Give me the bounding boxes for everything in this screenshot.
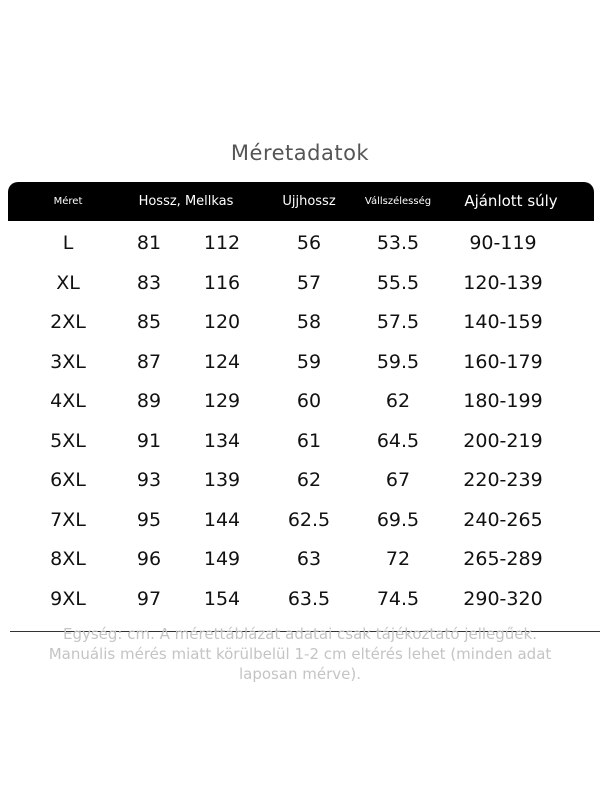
table-row (0, 422, 600, 462)
cell-sleeve: 63.5 (287, 587, 331, 610)
cell-length: 89 (136, 390, 162, 412)
table-row (0, 303, 600, 343)
cell-size: 3XL (50, 350, 86, 373)
cell-shoulder: 62 (385, 390, 411, 412)
cell-size: 4XL (50, 390, 86, 412)
header-shoulder: Vállszélesség (364, 196, 432, 207)
cell-size: 6XL (50, 469, 86, 491)
cell-shoulder: 59.5 (376, 350, 420, 373)
table-row (0, 580, 600, 620)
cell-size: 9XL (50, 587, 86, 610)
cell-shoulder: 55.5 (376, 271, 420, 294)
cell-length: 83 (136, 271, 162, 294)
cell-weight: 160-179 (463, 350, 543, 373)
table-row (0, 540, 600, 580)
cell-weight: 240-265 (463, 508, 543, 531)
cell-shoulder: 72 (385, 548, 411, 570)
table-row (0, 264, 600, 304)
note-line-1: Egység: cm. A mérettáblázat adatai csak tájékoztató jellegűek. (62, 625, 537, 643)
cell-length: 81 (136, 232, 162, 254)
cell-chest: 154 (203, 587, 241, 610)
measurement-note (40, 624, 560, 684)
cell-length: 93 (136, 469, 162, 491)
cell-weight: 220-239 (463, 469, 543, 491)
cell-chest: 144 (203, 508, 241, 531)
header-length-chest: Hossz, Mellkas (138, 194, 234, 209)
cell-length: 85 (136, 311, 162, 333)
cell-chest: 112 (203, 232, 241, 254)
cell-shoulder: 67 (385, 469, 411, 491)
cell-size: 2XL (50, 311, 86, 333)
cell-weight: 180-199 (463, 390, 543, 412)
cell-shoulder: 74.5 (376, 587, 420, 610)
table-row (0, 461, 600, 501)
cell-sleeve: 61 (296, 429, 322, 452)
header-size: Méret (53, 196, 83, 207)
cell-weight: 265-289 (463, 548, 543, 570)
header-weight: Ajánlott súly (464, 192, 558, 210)
cell-weight: 120-139 (463, 271, 543, 294)
cell-weight: 200-219 (463, 429, 543, 452)
chart-title: Méretadatok (230, 141, 370, 165)
cell-shoulder: 53.5 (376, 232, 420, 254)
cell-length: 87 (136, 350, 162, 373)
table-row (0, 224, 600, 264)
cell-length: 97 (136, 587, 162, 610)
cell-weight: 290-320 (463, 587, 543, 610)
cell-chest: 120 (203, 311, 241, 333)
note-line-3: laposan mérve). (238, 665, 362, 683)
cell-shoulder: 69.5 (376, 508, 420, 531)
cell-sleeve: 62.5 (287, 508, 331, 531)
cell-shoulder: 64.5 (376, 429, 420, 452)
cell-chest: 139 (203, 469, 241, 491)
header-sleeve: Ujjhossz (282, 194, 336, 209)
cell-size: 8XL (50, 548, 86, 570)
table-row (0, 382, 600, 422)
cell-size: XL (56, 271, 80, 294)
table-header (8, 182, 594, 221)
note-line-2: Manuális mérés miatt körülbelül 1-2 cm eltérés lehet (minden adat (48, 645, 552, 663)
cell-weight: 90-119 (469, 232, 537, 254)
cell-weight: 140-159 (463, 311, 543, 333)
cell-chest: 129 (203, 390, 241, 412)
cell-chest: 149 (203, 548, 241, 570)
cell-length: 96 (136, 548, 162, 570)
cell-sleeve: 58 (296, 311, 322, 333)
cell-sleeve: 59 (296, 350, 322, 373)
table-row (0, 501, 600, 541)
cell-sleeve: 57 (296, 271, 322, 294)
cell-shoulder: 57.5 (376, 311, 420, 333)
cell-length: 91 (136, 429, 162, 452)
cell-size: 5XL (50, 429, 86, 452)
cell-chest: 134 (203, 429, 241, 452)
cell-sleeve: 62 (296, 469, 322, 491)
cell-size: 7XL (50, 508, 86, 531)
cell-length: 95 (136, 508, 162, 531)
cell-sleeve: 63 (296, 548, 322, 570)
cell-sleeve: 60 (296, 390, 322, 412)
cell-chest: 116 (203, 271, 241, 294)
cell-sleeve: 56 (296, 232, 322, 254)
cell-size: L (62, 232, 74, 254)
cell-chest: 124 (203, 350, 241, 373)
table-row (0, 343, 600, 383)
